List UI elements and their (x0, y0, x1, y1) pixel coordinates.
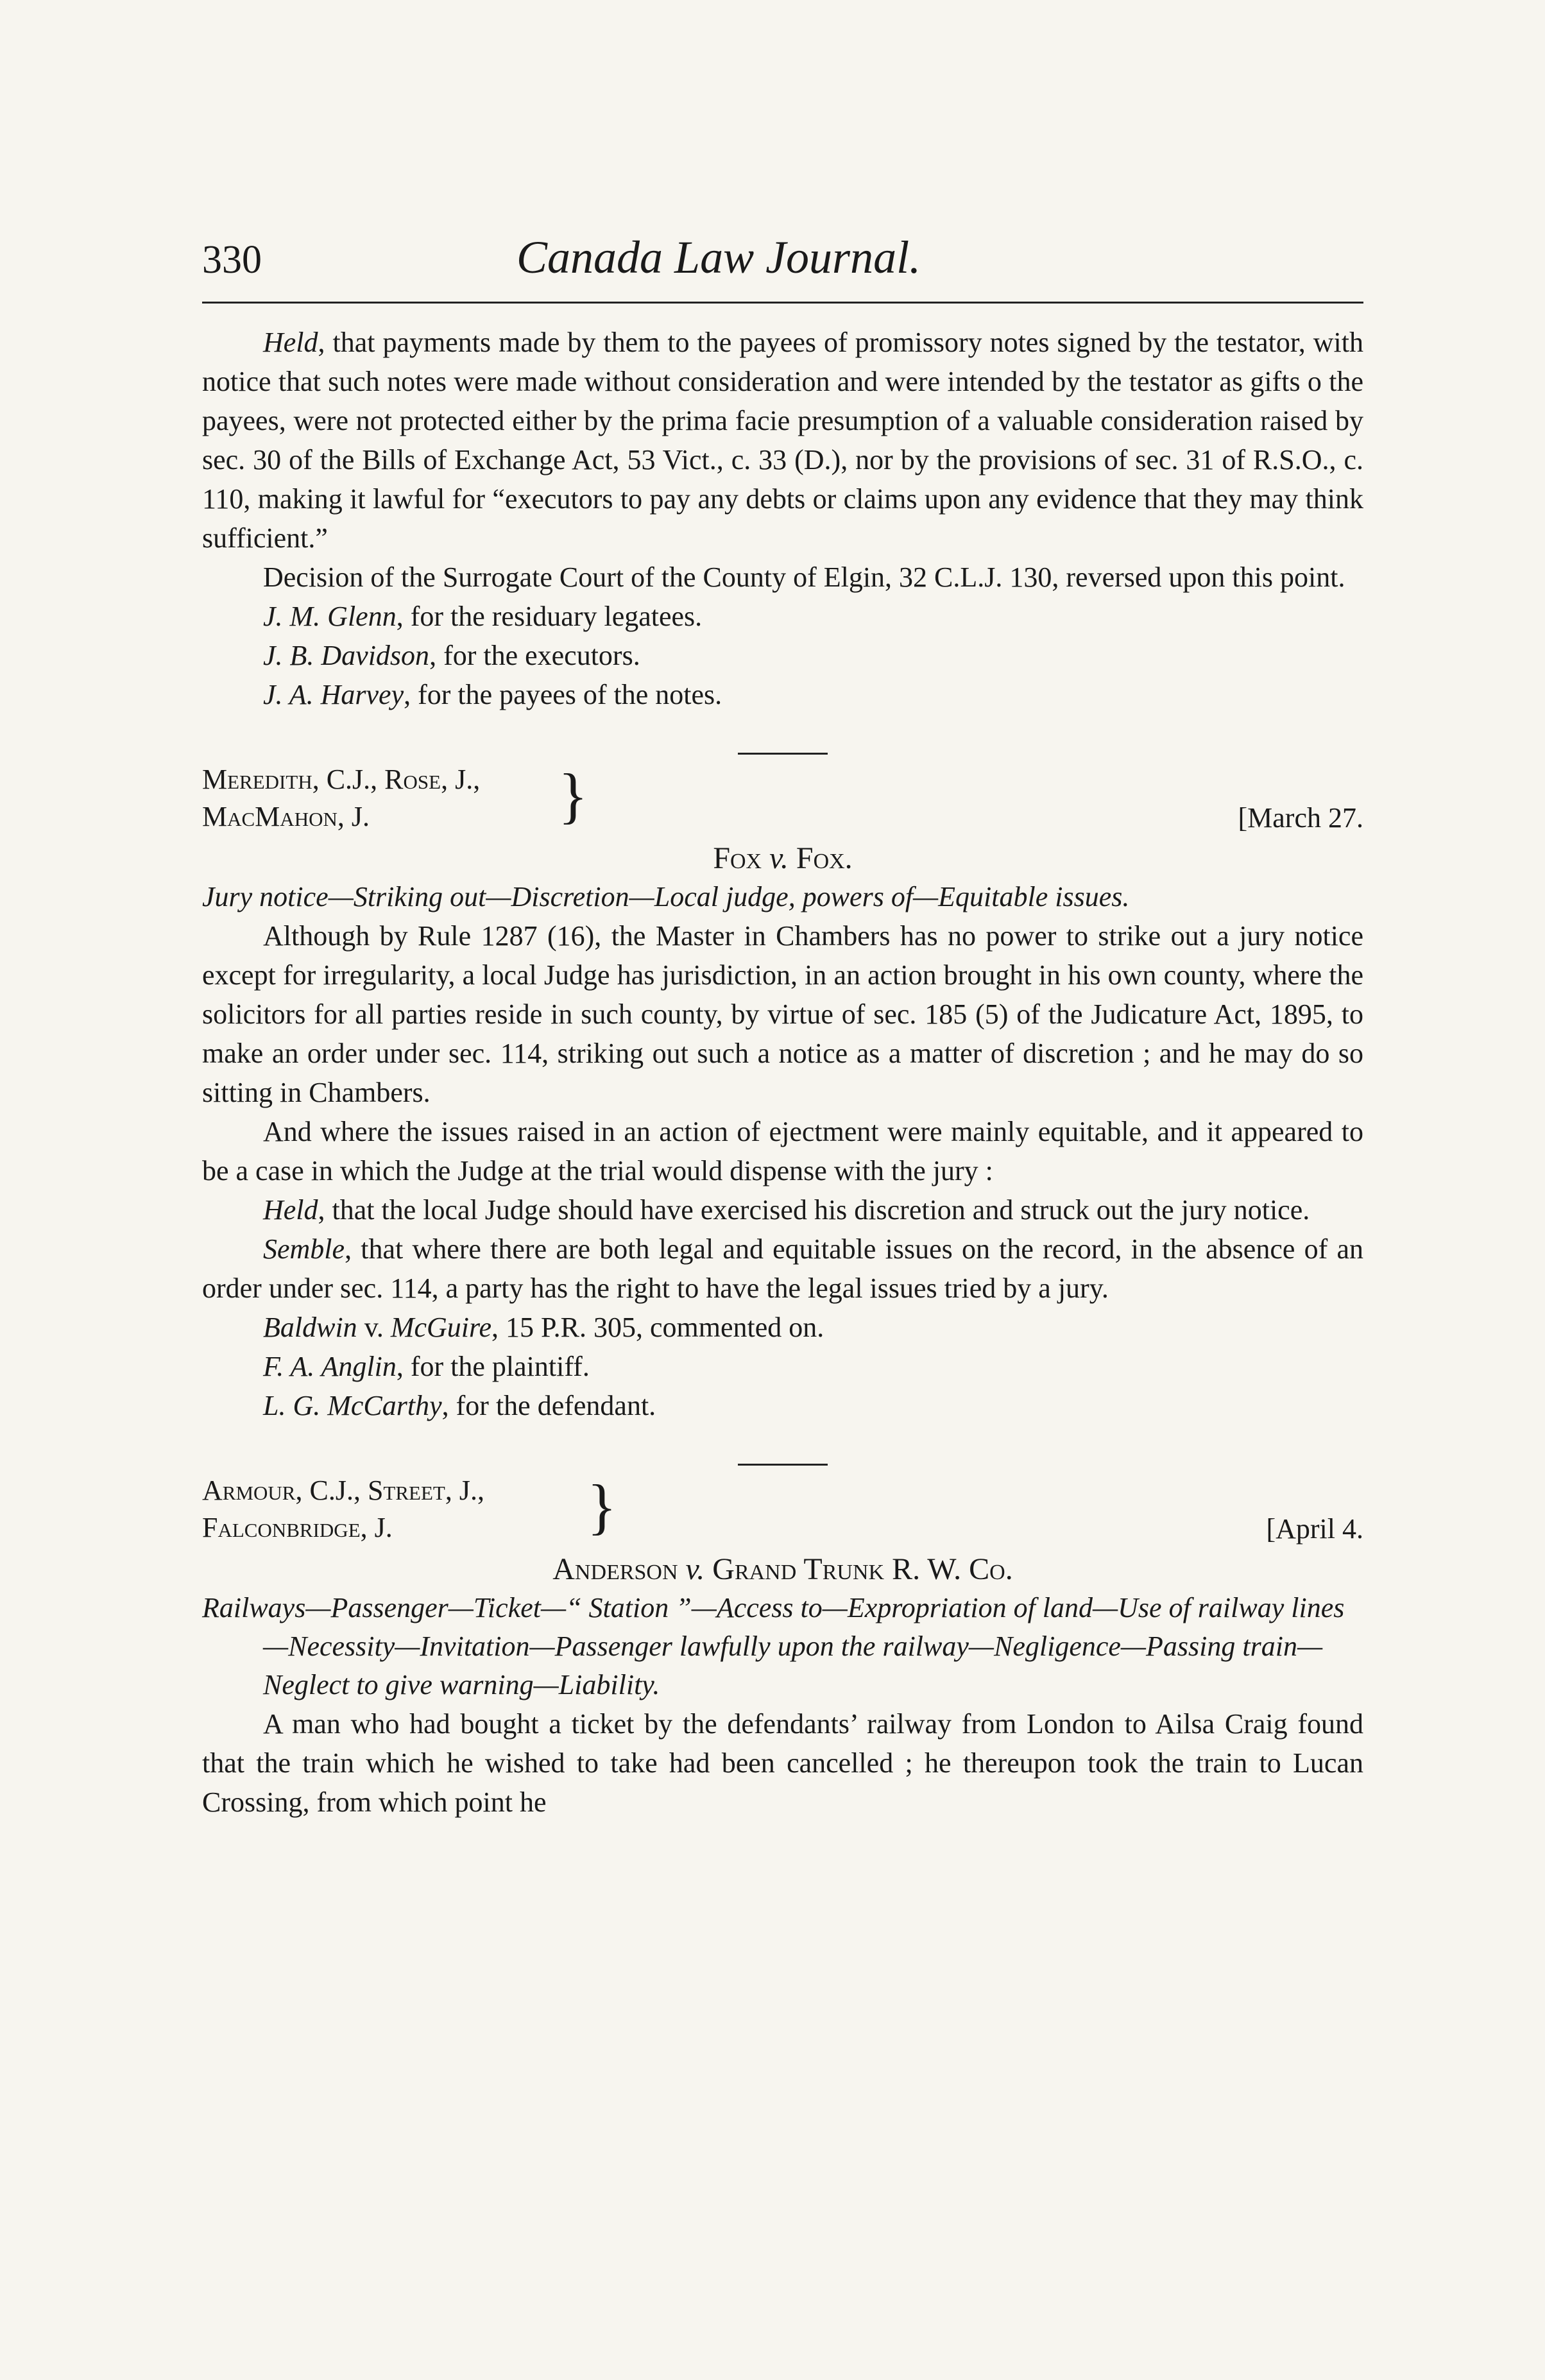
case-versus: v. (685, 1552, 705, 1586)
case-headnote: Railways—Passenger—Ticket—“ Station ”—Access to—Expropriation of land—Use of railway lines—Necessity—Invitation—Passenger lawfully upon the railway—Negligence—Passing train—Neglect to give warning—Liability. (202, 1592, 1345, 1700)
citation-reference: , 15 P.R. 305, commented on. (491, 1312, 824, 1343)
case-paragraph: A man who had bought a ticket by the defendants’ railway from London to Ailsa Craig found that the train which he wished to take had been cancelled ; he thereupon took the train to Lucan Crossing, from which point he (202, 1708, 1363, 1818)
held-text: , that the local Judge should have exercised his discretion and struck out the jury notice. (318, 1194, 1310, 1226)
counsel-name: F. A. Anglin (263, 1351, 397, 1382)
citation-party: McGuire (390, 1312, 492, 1343)
held-label: Held (263, 1194, 318, 1226)
counsel-role: , for the plaintiff. (396, 1351, 590, 1382)
citation-party: Baldwin (263, 1312, 357, 1343)
counsel-name: J. M. Glenn (263, 601, 397, 632)
counsel-role: , for the defendant. (441, 1390, 656, 1421)
decision-paragraph: Decision of the Surrogate Court of the County of Elgin, 32 C.L.J. 130, reversed upon this point. (263, 561, 1345, 593)
judges-line: Meredith, C.J., Rose, J., (202, 764, 481, 795)
judges-line: MacMahon, J. (202, 801, 370, 832)
held-paragraph (202, 323, 1363, 558)
section-divider (738, 1464, 828, 1466)
counsel-line (202, 1386, 1363, 1425)
citation-line (202, 1308, 1363, 1347)
counsel-name: L. G. McCarthy (263, 1390, 442, 1421)
counsel-line (202, 597, 1363, 636)
counsel-role: , for the executors. (429, 640, 640, 671)
case-paragraph: And where the issues raised in an action of ejectment were mainly equitable, and it appeared to be a case in which the Judge at the trial would dispense with the jury : (202, 1116, 1363, 1186)
counsel-line (202, 675, 1363, 714)
counsel-line (202, 636, 1363, 675)
case-judges (202, 761, 480, 835)
case-paragraph: Although by Rule 1287 (16), the Master in Chambers has no power to strike out a jury notice except for irregularity, a local Judge has jurisdiction, in an action brought in his own county, where the solicitors for all parties reside in such county, by virtue of sec. 185 (5) of the Judicature Act, 1895, to make an order under sec. 114, striking out such a notice as a matter of discretion ; and he may do so sitting in Chambers. (202, 920, 1363, 1108)
citation-versus: v. (364, 1312, 384, 1343)
section-divider (738, 753, 828, 755)
journal-page (202, 231, 1363, 1822)
semble-text: , that where there are both legal and equitable issues on the record, in the absence of an order under sec. 114, a party has the right to have the legal issues tried by a jury. (202, 1233, 1363, 1304)
page-number: 330 (202, 238, 262, 282)
judges-line: Armour, C.J., Street, J., (202, 1475, 484, 1506)
judges-line: Falconbridge, J. (202, 1512, 393, 1543)
case-party: Anderson (552, 1552, 678, 1586)
semble-paragraph (202, 1229, 1363, 1308)
case-title (202, 1550, 1363, 1589)
case-party: Grand Trunk R. W. Co. (712, 1552, 1013, 1586)
counsel-name: J. B. Davidson (263, 640, 430, 671)
case-judges (202, 1472, 484, 1546)
case-judges-row (202, 1472, 1363, 1550)
case-headnote: Jury notice—Striking out—Discretion—Local judge, powers of—Equitable issues. (202, 881, 1130, 912)
case-date: [March 27. (1238, 802, 1363, 834)
judges-brace: } (587, 1472, 617, 1541)
semble-label: Semble (263, 1233, 345, 1265)
counsel-name: J. A. Harvey (263, 679, 404, 710)
page-header (202, 231, 1363, 304)
held-text: , that payments made by them to the payees of promissory notes signed by the testator, with notice that such notes were made without consideration and were intended by the testator as gifts o the payees, were not protected either by the prima facie presumption of a valuable consideration raised by sec. 30 of the Bills of Exchange Act, 53 Vict., c. 33 (D.), nor by the provisions of sec. 31 of R.S.O., c. 110, making it lawful for “executors to pay any debts or claims upon any evidence that they may think sufficient.” (202, 327, 1363, 554)
held-label: Held (263, 327, 318, 358)
counsel-role: , for the payees of the notes. (404, 679, 722, 710)
case-party: Fox (713, 841, 762, 875)
page-content (202, 323, 1363, 1822)
case-versus: v. (769, 841, 789, 875)
case-date: [April 4. (1266, 1513, 1363, 1545)
counsel-role: , for the residuary legatees. (396, 601, 703, 632)
counsel-line (202, 1347, 1363, 1386)
case-party: Fox. (796, 841, 853, 875)
case-judges-row (202, 761, 1363, 839)
case-title (202, 839, 1363, 878)
journal-title: Canada Law Journal. (516, 232, 921, 283)
held-paragraph (202, 1190, 1363, 1229)
judges-brace: } (558, 761, 588, 830)
